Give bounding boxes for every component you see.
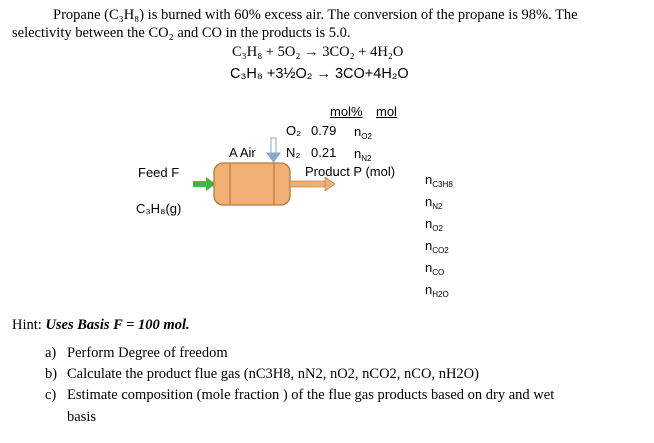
feed-arrow [193,177,216,191]
n2-label: N₂ [286,145,301,160]
hint: Hint: Uses Basis F = 100 mol. [12,317,190,333]
question-c-continued: basis [67,409,96,425]
problem-line-2: selectivity between the CO₂ and CO in the products is 5.0. [12,25,351,41]
reaction-equation-2: C₃H₈ +3½O₂ → 3CO+4H₂O [230,66,409,82]
reactor-vessel [214,163,290,205]
n2-mol-symbol: $n_{N2}$ [354,146,372,163]
product-component-h2o: $n_{H2O}$ [425,282,449,299]
product-component-o2: $n_{O2}$ [425,216,443,233]
col-mol-pct-header: mol% [330,104,363,119]
product-arrow [290,177,335,191]
col-mol-header: mol [376,104,397,119]
product-component-co2: $n_{CO2}$ [425,238,449,255]
o2-value: 0.79 [311,123,337,138]
problem-line-1: Propane (C₃H₈) is burned with 60% excess air. The conversion of the propane is 98%. The [53,7,578,23]
o2-mol-symbol: $n_{O2}$ [354,124,372,141]
feed-label: Feed F [138,165,180,180]
question-c: c) Estimate composition (mole fraction ) of the flue gas products based on dry and wet [45,387,555,403]
reaction-equation-1: C₃H₈ + 5O₂ → 3CO₂ + 4H₂O [232,44,404,60]
air-inlet-arrow [267,138,280,162]
question-b: b) Calculate the product flue gas (nC3H8, nN2, nO2, nCO2, nCO, nH2O) [45,366,479,382]
product-component-n2: $n_{N2}$ [425,194,443,211]
product-component-c3h8: $n_{C3H8}$ [425,172,453,189]
o2-label: O₂ [286,123,302,138]
product-label: Product P (mol) [305,164,396,179]
air-label: A Air [229,145,256,160]
question-a: a) Perform Degree of freedom [45,345,228,361]
product-component-co: $n_{CO}$ [425,260,445,277]
n2-value: 0.21 [311,145,337,160]
feed-species: C₃H₈(g) [136,201,182,216]
